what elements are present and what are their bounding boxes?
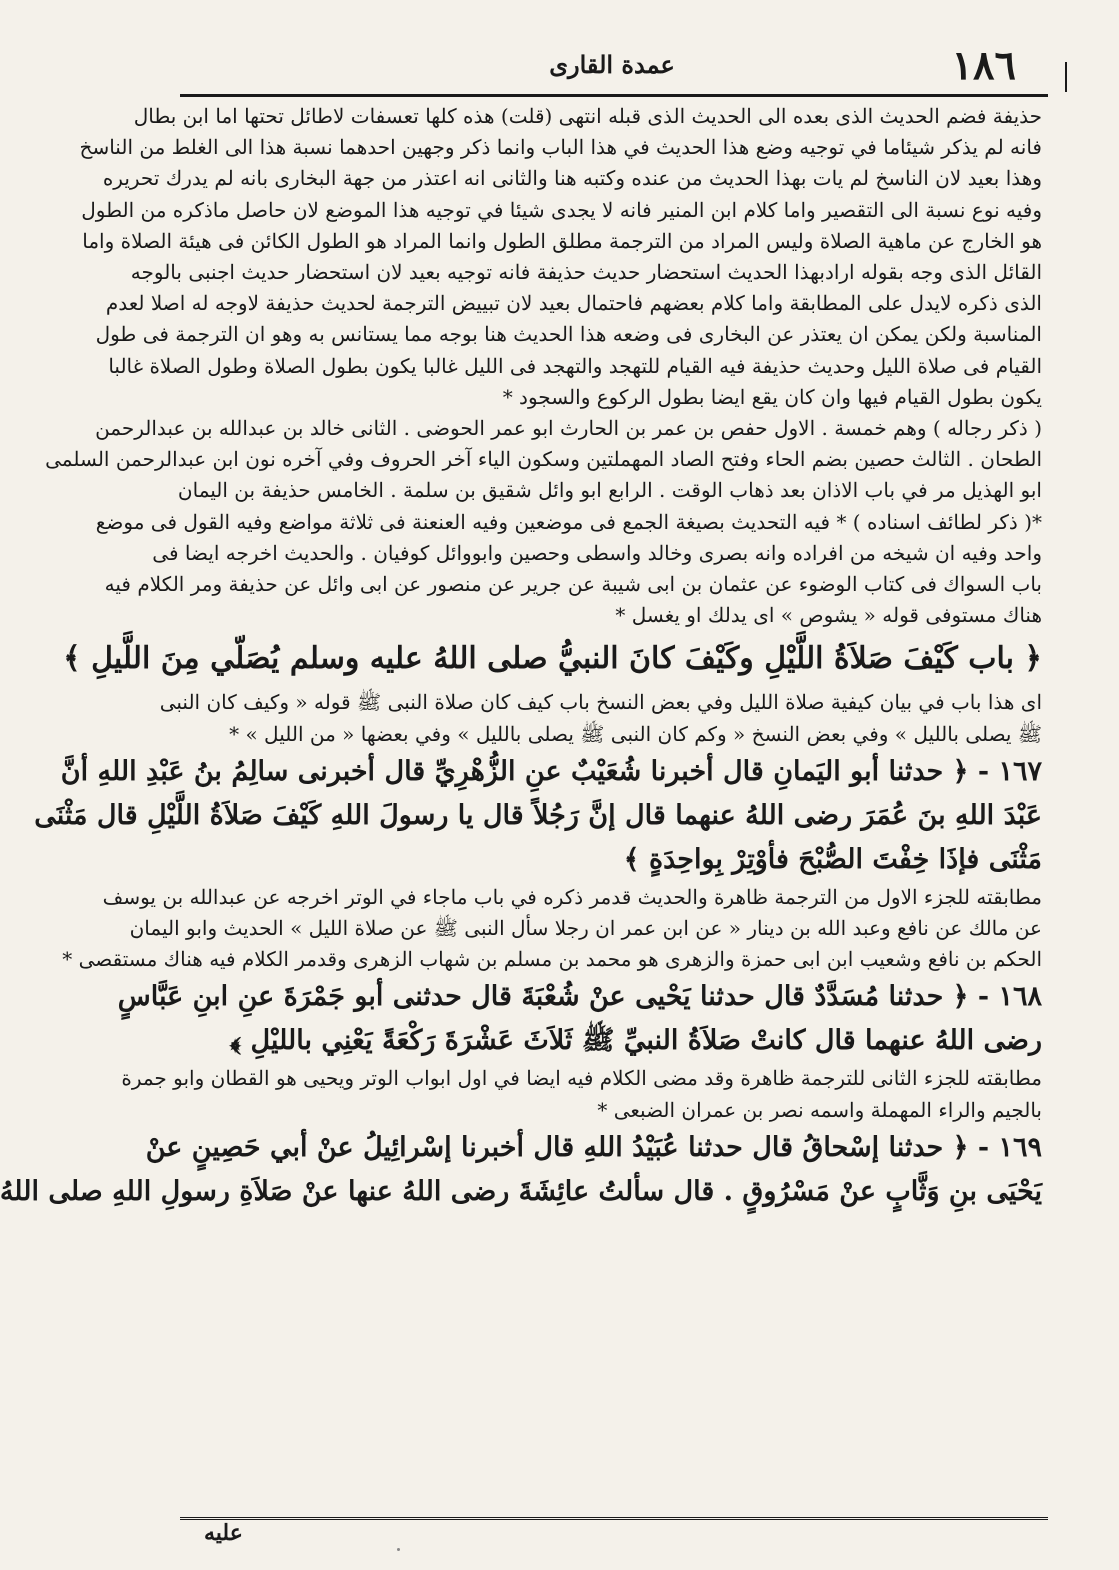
hadith-line: ١٦٧ - ﴿ حدثنا أبو اليَمانِ قال أخبرنا شُعَيْبٌ عنِ الزُّهْرِيِّ قال أخبرنى سالِمُ بنُ عَبْدِ اللهِ أنَّ <box>60 755 1042 787</box>
chapter-notes-block <box>159 687 1042 749</box>
text-frame <box>0 94 1048 1520</box>
text-line: الذى ذكره لايدل على المطابقة واما كلام بعضهم فاحتمال بعيد لان تبييض الترجمة لحديث حذيفة لاوجه له اصلا لعدم <box>105 291 1042 316</box>
chain-notes-block <box>95 507 1042 632</box>
hadith-169 <box>0 1126 1042 1214</box>
text-line: عن مالك عن نافع وعبد الله بن دينار « عن ابن عمر ان رجلا سأل النبى ﷺ عن صلاة الليل » الحديث وابو اليمان <box>129 916 1042 941</box>
page-header <box>172 42 1052 90</box>
text-line: ابو الهذيل مر في باب الاذان بعد ذهاب الوقت . الرابع ابو وائل شقيق بن سلمة . الخامس حذيفة بن اليمان <box>177 478 1042 503</box>
text-line: القائل الذى وجه بقوله ارادبهذا الحديث استحضار حديث حذيفة فانه توجيه بعيد لان استحضار حديث اجنبى بالوجه <box>130 260 1042 285</box>
text-line: فانه لم يذكر شيئاما في توجيه وضع هذا الحديث في هذا الباب وانما ذكر وجهين احدهما نسبة هذا الى الغلط من الناسخ <box>79 135 1042 160</box>
hadith-line: مَثْنَى فإذَا خِفْتَ الصُّبْحَ فأوْتِرْ بِواحِدَةٍ ﴾ <box>623 843 1042 875</box>
page-number: ١٨٦ <box>951 42 1016 89</box>
commentary-167 <box>62 882 1042 976</box>
text-body <box>0 97 1048 1517</box>
hadith-line: ١٦٩ - ﴿ حدثنا إسْحاقُ قال حدثنا عُبَيْدُ اللهِ قال أخبرنا إسْرائِيلُ عنْ أبي حَصِينٍ عنْ <box>145 1131 1042 1163</box>
commentary-block-1 <box>79 101 1042 413</box>
text-line: *( ذكر لطائف اسناده ) * فيه التحديث بصيغة الجمع فى موضعين وفيه العنعنة فى ثلاثة مواضع وفيه القول فى موضع <box>95 509 1042 534</box>
hadith-line: ١٦٨ - ﴿ حدثنا مُسَدَّدٌ قال حدثنا يَحْيى عنْ شُعْبَةَ قال حدثنى أبو جَمْرَةَ عنِ ابنِ عَبَّاسٍ <box>117 981 1042 1013</box>
text-line: هو الخارج عن ماهية الصلاة وليس المراد من الترجمة مطلق الطول وانما المراد هو الطول الكائن فى هيئة الصلاة واما <box>82 228 1042 253</box>
text-line: الطحان . الثالث حصين بضم الحاء وفتح الصاد المهملتين وسكون الياء آخر الحروف وفي آخره نون ابن عبدالرحمن السلمى <box>45 447 1042 472</box>
catchword: عليه <box>204 1520 243 1546</box>
running-title: عمدة القارى <box>549 50 675 79</box>
chapter-title: ﴿ باب كَيْفَ صَلاَةُ اللَّيْلِ وكَيْفَ كانَ النبيُّ صلى اللهُ عليه وسلم يُصَلّي مِنَ اللَّيلِ ﴾ <box>63 641 1042 677</box>
narrators-block <box>45 413 1042 507</box>
text-line: ﷺ يصلى بالليل » وفي بعض النسخ « وكم كان النبى ﷺ يصلى بالليل » وفي بعضها « من الليل » * <box>229 721 1042 746</box>
text-line: يكون بطول القيام فيها وان كان يقع ايضا بطول الركوع والسجود * <box>502 384 1042 409</box>
text-line: باب السواك فى كتاب الوضوء عن عثمان بن ابى شيبة عن جرير عن منصور عن ابى وائل عن حذيفة ومر الكلام فيه <box>104 572 1042 597</box>
text-line: واحد وفيه ان شيخه من افراده وانه بصرى وخالد واسطى وحصين وابووائل كوفيان . والحديث اخرجه ايضا فى <box>152 540 1042 565</box>
text-line: مطابقته للجزء الاول من الترجمة ظاهرة والحديث قدمر ذكره في باب ماجاء في الوتر اخرجه عن عبدالله بن يوسف <box>102 884 1042 909</box>
text-line: ( ذكر رجاله ) وهم خمسة . الاول حفص بن عمر بن الحارث ابو عمر الحوضى . الثانى خالد بن عبدالله بن عبدالرحمن <box>95 416 1042 441</box>
margin-mark <box>1065 62 1067 92</box>
hadith-line: يَحْيَى بنِ وَثَّابٍ عنْ مَسْرُوقٍ . قال سألتُ عائِشَةَ رضى اللهُ عنها عنْ صَلاَةِ رسولِ اللهِ صلى اللهُ <box>0 1175 1042 1207</box>
hadith-167 <box>34 750 1042 882</box>
text-line: مطابقته للجزء الثانى للترجمة ظاهرة وقد مضى الكلام فيه ايضا في اول ابواب الوتر ويحيى هو القطان وابو جمرة <box>121 1066 1042 1091</box>
text-line: الحكم بن نافع وشعيب ابن ابى حمزة والزهرى هو محمد بن مسلم بن شهاب الزهرى وقدمر الكلام فيه هناك مستقصى * <box>62 947 1042 972</box>
speck <box>397 1548 400 1551</box>
text-line: هناك مستوفى قوله « يشوص » اى يدلك او يغسل * <box>615 603 1042 628</box>
text-line: بالجيم والراء المهملة واسمه نصر بن عمران الضبعى * <box>597 1097 1042 1122</box>
text-line: المناسبة ولكن يمكن ان يعتذر عن البخارى فى وضعه هذا الحديث هنا بوجه مما يستانس به وهو ان الترجمة فى طول <box>95 322 1042 347</box>
text-line: القيام فى صلاة الليل وحديث حذيفة فيه القيام للتهجد والتهجد فى الليل غالبا يكون بطول الصلاة وطول الصلاة غالبا <box>108 353 1042 378</box>
hadith-168 <box>117 975 1042 1063</box>
text-line: وهذا بعيد لان الناسخ لم يات بهذا الحديث من عنده وكتبه هنا والثانى انه اعتذر من جهة البخارى بانه لم يدرك تحريره <box>102 166 1042 191</box>
hadith-line: رضى اللهُ عنهما قال كانتْ صَلاَةُ النبيِّ ﷺ ثَلاَثَ عَشْرَةَ رَكْعَةً يَعْنِي بالليْلِ ﴾ <box>229 1025 1042 1057</box>
text-line: اى هذا باب في بيان كيفية صلاة الليل وفي بعض النسخ باب كيف كان صلاة النبى ﷺ قوله « وكيف كان النبى <box>159 690 1042 715</box>
commentary-168 <box>121 1063 1042 1125</box>
text-line: وفيه نوع نسبة الى التقصير واما كلام ابن المنير فانه لا يجدى شيئا في توجيه هذا الموضع لان حاصل ماذكره من الطول <box>81 197 1042 222</box>
text-line: حذيفة فضم الحديث الذى بعده الى الحديث الذى قبله انتهى (قلت) هذه كلها تعسفات لاطائل تحتها اما ابن بطال <box>133 104 1042 128</box>
hadith-line: عَبْدَ اللهِ بنَ عُمَرَ رضى اللهُ عنهما قال إنَّ رَجُلاً قال يا رسولَ اللهِ كَيْفَ صَلاَةُ اللَّيْلِ قال مَثْنَى <box>34 799 1042 831</box>
